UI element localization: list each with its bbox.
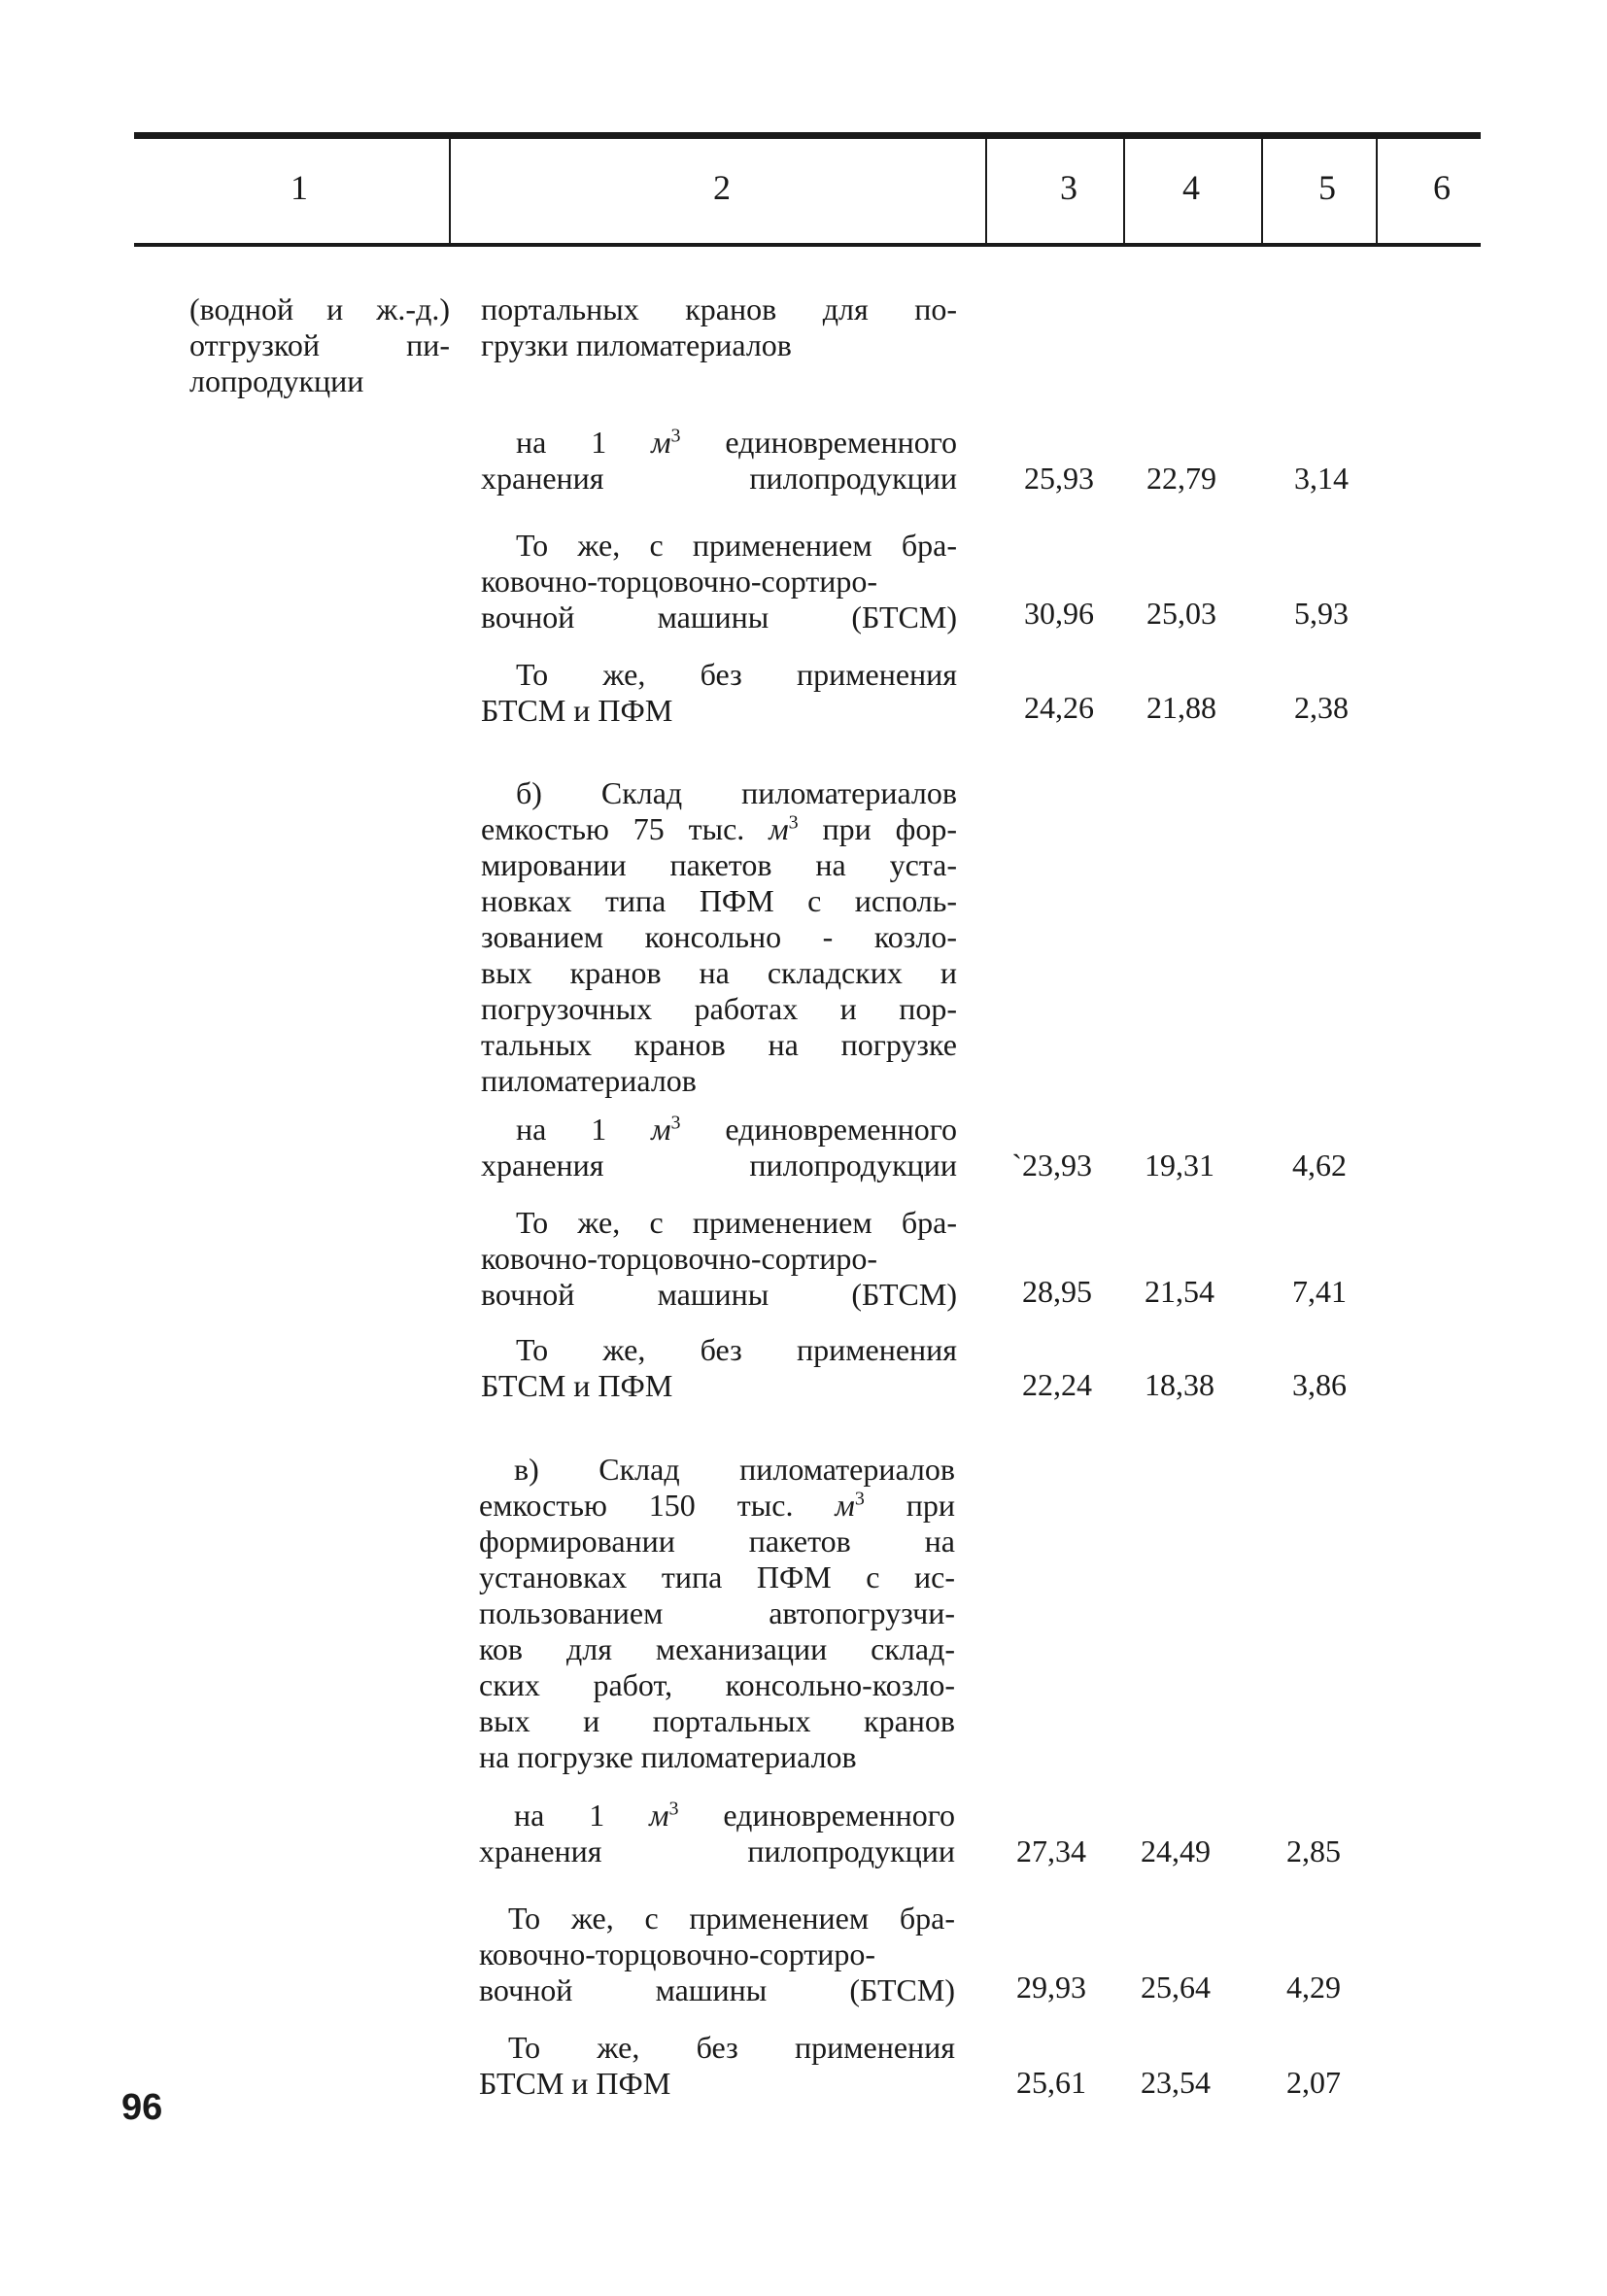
row-line: на 1 $м^3$ единовременного (516, 1112, 958, 1147)
heading-line: пиломатериалов (481, 1063, 697, 1098)
heading-line: ков для механизации склад- (479, 1631, 955, 1666)
cell-a2-c3: 30,96 (1024, 596, 1094, 631)
col1-line: отгрузкой пи- (189, 327, 450, 362)
cell-b1-c3: `23,93 (1011, 1148, 1092, 1182)
row-line: То же, без применения (516, 657, 957, 692)
heading-line: зованием консольно - козло- (481, 919, 957, 954)
heading-line: мировании пакетов на уста- (481, 847, 957, 882)
cell-a2-c4: 25,03 (1146, 596, 1216, 631)
row-line: хранения пилопродукции (481, 461, 957, 496)
col-divider-4 (1261, 139, 1263, 243)
row-line: ковочно-торцовочно-сортиро- (479, 1936, 876, 1971)
row-a3-text (481, 657, 957, 729)
cell-c1-c5: 2,85 (1286, 1833, 1341, 1868)
intro-text (481, 291, 957, 363)
row-line: То же, с применением бра- (516, 528, 957, 563)
col1-text (189, 291, 450, 399)
row-line: хранения пилопродукции (481, 1148, 957, 1182)
heading-line: формировании пакетов на (479, 1524, 955, 1559)
cell-b1-c4: 19,31 (1145, 1148, 1214, 1182)
col1-line: (водной и ж.-д.) (189, 291, 450, 326)
row-line: на 1 $м^3$ единовременного (514, 1798, 956, 1833)
header-bottom-rule (134, 243, 1481, 247)
header-col-4: 4 (1182, 168, 1200, 207)
heading-line: в) Склад пиломатериалов (514, 1452, 955, 1487)
row-line: То же, без применения (508, 2030, 955, 2065)
col-divider-3 (1123, 139, 1125, 243)
cell-b2-c4: 21,54 (1145, 1274, 1214, 1309)
cell-a3-c3: 24,26 (1024, 690, 1094, 725)
row-b1-text (481, 1112, 957, 1183)
header-col-1: 1 (291, 168, 308, 207)
heading-line: тальных кранов на погрузке (481, 1027, 957, 1062)
row-line: вочной машины (БТСМ) (481, 1277, 957, 1312)
row-c1-text (479, 1798, 955, 1869)
row-line: То же, без применения (516, 1332, 957, 1367)
row-line: То же, с применением бра- (516, 1205, 957, 1240)
top-rule (134, 132, 1481, 139)
row-line: ковочно-торцовочно-сортиро- (481, 1241, 878, 1276)
col-divider-1 (449, 139, 451, 243)
row-line: ковочно-торцовочно-сортиро- (481, 564, 878, 599)
cell-b2-c3: 28,95 (1022, 1274, 1092, 1309)
row-a1-text (481, 425, 957, 497)
cell-c3-c5: 2,07 (1286, 2065, 1341, 2100)
heading-line: вых и портальных кранов (479, 1703, 955, 1738)
heading-line: вых кранов на складских и (481, 955, 957, 990)
col1-line: лопродукции (189, 363, 364, 398)
row-c2-text (479, 1901, 955, 2008)
cell-c2-c5: 4,29 (1286, 1970, 1341, 2005)
intro-line: портальных кранов для по- (481, 291, 957, 326)
heading-line: емкостью 75 тыс. $м^3$ при фор- (481, 811, 958, 846)
cell-b1-c5: 4,62 (1292, 1148, 1347, 1182)
section-c-heading (479, 1452, 955, 1775)
cell-b3-c3: 22,24 (1022, 1367, 1092, 1402)
intro-line: грузки пиломатериалов (481, 327, 792, 362)
heading-line: новках типа ПФМ с исполь- (481, 883, 957, 918)
row-line: БТСМ и ПФМ (481, 693, 673, 728)
cell-c2-c4: 25,64 (1141, 1970, 1211, 2005)
cell-c1-c4: 24,49 (1141, 1833, 1211, 1868)
row-line: хранения пилопродукции (479, 1833, 955, 1868)
row-line: То же, с применением бра- (508, 1901, 955, 1936)
cell-c3-c4: 23,54 (1141, 2065, 1211, 2100)
row-b3-text (481, 1332, 957, 1404)
col-divider-2 (985, 139, 987, 243)
header-col-5: 5 (1318, 168, 1336, 207)
row-line: на 1 $м^3$ единовременного (516, 425, 958, 460)
section-b-heading (481, 775, 957, 1099)
heading-line: пользованием автопогрузчи- (479, 1595, 955, 1630)
row-line: вочной машины (БТСМ) (481, 600, 957, 634)
cell-a1-c3: 25,93 (1024, 461, 1094, 496)
row-a2-text (481, 528, 957, 635)
header-col-3: 3 (1060, 168, 1077, 207)
cell-a2-c5: 5,93 (1294, 596, 1349, 631)
page-number: 96 (121, 2087, 163, 2128)
cell-c3-c3: 25,61 (1016, 2065, 1086, 2100)
cell-a3-c4: 21,88 (1146, 690, 1216, 725)
heading-line: емкостью 150 тыс. $м^3$ при (479, 1488, 956, 1523)
header-col-6: 6 (1433, 168, 1451, 207)
row-line: БТСМ и ПФМ (481, 1368, 673, 1403)
row-b2-text (481, 1205, 957, 1313)
row-line: БТСМ и ПФМ (479, 2066, 671, 2101)
header-col-2: 2 (713, 168, 731, 207)
cell-c2-c3: 29,93 (1016, 1970, 1086, 2005)
heading-line: на погрузке пиломатериалов (479, 1739, 857, 1774)
heading-line: ских работ, консольно-козло- (479, 1667, 955, 1702)
cell-a1-c5: 3,14 (1294, 461, 1349, 496)
cell-a1-c4: 22,79 (1146, 461, 1216, 496)
heading-line: б) Склад пиломатериалов (516, 775, 957, 810)
cell-b2-c5: 7,41 (1292, 1274, 1347, 1309)
cell-b3-c4: 18,38 (1145, 1367, 1214, 1402)
heading-line: погрузочных работах и пор- (481, 991, 957, 1026)
row-c3-text (479, 2030, 955, 2102)
row-line: вочной машины (БТСМ) (479, 1972, 955, 2007)
heading-line: установках типа ПФМ с ис- (479, 1559, 955, 1594)
cell-c1-c3: 27,34 (1016, 1833, 1086, 1868)
col-divider-5 (1376, 139, 1378, 243)
cell-a3-c5: 2,38 (1294, 690, 1349, 725)
cell-b3-c5: 3,86 (1292, 1367, 1347, 1402)
